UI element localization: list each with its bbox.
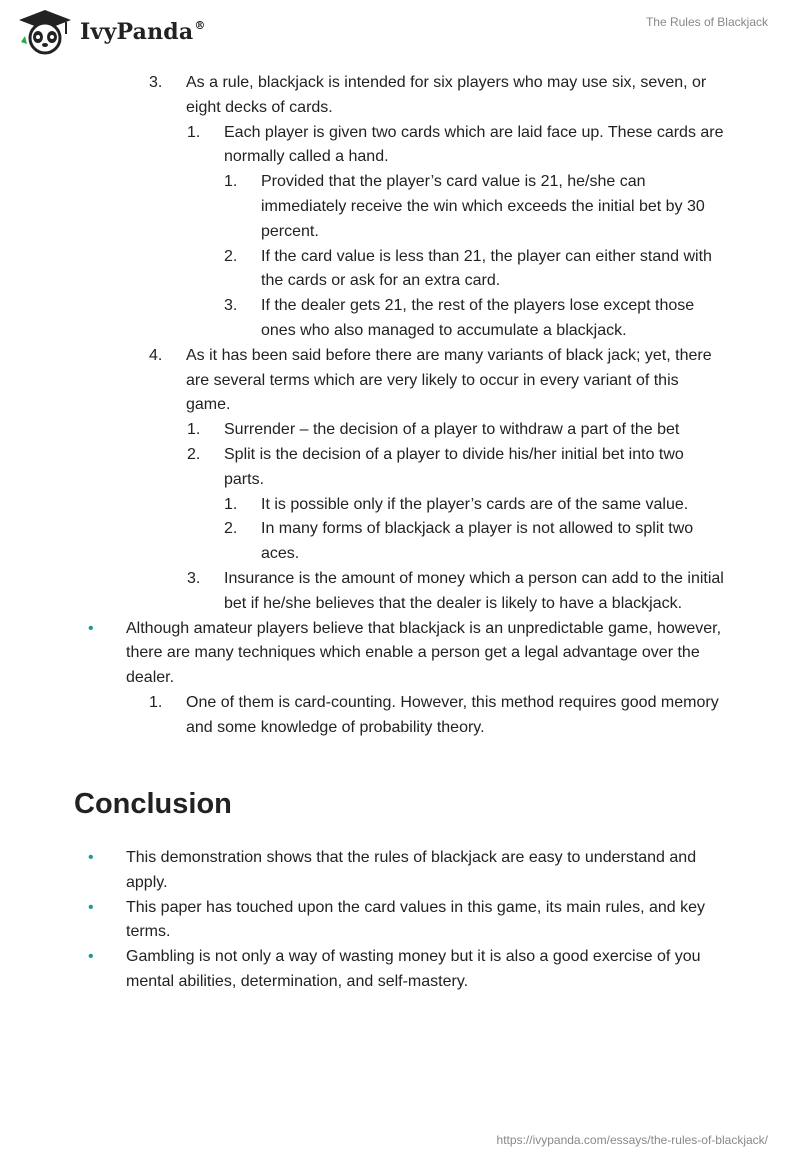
page-header [0, 0, 800, 64]
bullet-item [88, 945, 726, 995]
logo-name: IvyPanda [80, 19, 194, 45]
list-text: It is possible only if the player’s cards are of the same value. [261, 495, 689, 513]
list-marker: 3. [149, 74, 163, 91]
bullet-item [88, 846, 726, 896]
list-marker: 1. [187, 123, 201, 141]
list-item [187, 443, 724, 493]
conclusion-heading: Conclusion [74, 788, 232, 820]
bullet-icon: • [88, 619, 94, 637]
list-text: This paper has touched upon the card values in this game, its main rules, and key terms. [126, 898, 705, 941]
list-item [187, 121, 724, 171]
panda-logo-icon [16, 8, 74, 56]
list-marker: 3. [224, 297, 238, 315]
list-text: If the card value is less than 21, the player can either stand with the cards or ask for an extra card. [261, 247, 712, 290]
list-item [187, 567, 724, 617]
list-marker: 1. [224, 173, 238, 191]
list-item [224, 517, 721, 567]
list-item [149, 71, 726, 121]
list-item [224, 493, 721, 518]
list-text: Each player is given two cards which are laid face up. These cards are normally called a hand. [224, 123, 724, 166]
list-marker: 3. [187, 569, 201, 587]
list-marker: 2. [224, 247, 238, 265]
list-text: This demonstration shows that the rules of blackjack are easy to understand and apply. [126, 849, 697, 891]
logo-text [80, 19, 206, 45]
conclusion-list [0, 846, 800, 995]
list-text: Provided that the player’s card value is 21, he/she can immediately receive the win which exceeds the initial bet by 30 percent. [261, 173, 705, 240]
list-item [149, 691, 726, 741]
list-item [224, 245, 721, 295]
list-text: In many forms of blackjack a player is not allowed to split two aces. [261, 520, 694, 563]
list-item [149, 344, 726, 418]
list-text: Split is the decision of a player to divide his/her initial bet into two parts. [224, 445, 684, 488]
bullet-icon: • [88, 898, 94, 916]
list-text: Surrender – the decision of a player to withdraw a part of the bet [224, 421, 680, 439]
list-text: Gambling is not only a way of wasting money but it is also a good exercise of you mental abilities, determination, and self-mastery. [126, 948, 701, 990]
list-text: Although amateur players believe that blackjack is an unpredictable game, however, there are many techniques which enable a person get a legal advantage over the dealer. [126, 619, 722, 687]
bullet-item [88, 617, 726, 691]
list-marker: 1. [187, 421, 201, 439]
list-item [187, 418, 724, 443]
bullet-icon: • [88, 849, 94, 866]
document-title: The Rules of Blackjack [645, 15, 768, 29]
bullet-icon: • [88, 948, 94, 966]
list-marker: 2. [224, 520, 238, 538]
site-logo[interactable] [16, 8, 206, 56]
list-marker: 4. [149, 346, 163, 364]
document-body [0, 71, 800, 741]
registered-mark: ® [194, 19, 206, 32]
bullet-item [88, 896, 726, 946]
source-url[interactable]: https://ivypanda.com/essays/the-rules-of-blackjack/ [496, 1133, 768, 1147]
list-text: One of them is card-counting. However, this method requires good memory and some knowledge of probability theory. [186, 693, 719, 736]
list-text: Insurance is the amount of money which a person can add to the initial bet if he/she believes that the dealer is likely to have a blackjack. [224, 569, 724, 612]
list-marker: 2. [187, 445, 201, 463]
list-item [224, 294, 721, 344]
list-text: As a rule, blackjack is intended for six players who may use six, seven, or eight decks of cards. [186, 74, 707, 116]
list-item [224, 170, 721, 244]
list-text: As it has been said before there are many variants of black jack; yet, there are several terms which are very likely to occur in every variant of this game. [186, 346, 712, 414]
list-marker: 1. [224, 495, 238, 513]
list-marker: 1. [149, 693, 163, 711]
list-text: If the dealer gets 21, the rest of the players lose except those ones who also managed to accumulate a blackjack. [261, 297, 695, 339]
